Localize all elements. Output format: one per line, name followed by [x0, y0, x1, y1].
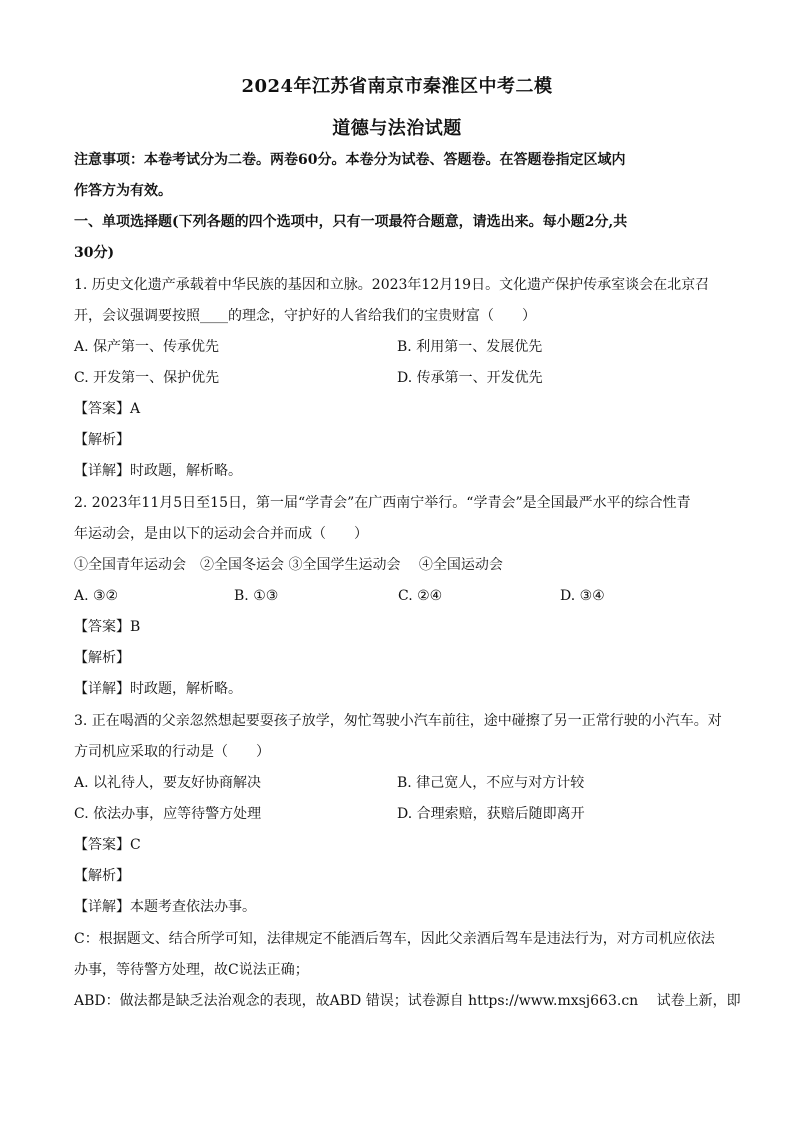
- notice-line: 注意事项：本卷考试分为二卷。两卷60分。本卷分为试卷、答题卷。在答题卷指定区域内: [74, 152, 626, 168]
- section-heading: 一、单项选择题(下列各题的四个选项中，只有一项最符合题意，请选出来。每小题2分,共: [74, 214, 628, 230]
- answer-label: 【答案】B: [74, 619, 141, 635]
- options-row: [74, 337, 724, 357]
- option-a: A. 保产第一、传承优先: [74, 339, 220, 355]
- explanation-text: ABD：做法都是缺乏法治观念的表现，故ABD 错误；试卷源自 https://www.mxsj663.cn 试卷上新，即: [74, 993, 741, 1009]
- options-row: [74, 804, 724, 824]
- option-d: D. ③④: [560, 588, 605, 604]
- option-b: B. ①③: [234, 588, 279, 604]
- question-stem: 2. 2023年11月5日至15日，第一届“学青会”在广西南宁举行。“学青会”是全国最严水平的综合性青: [74, 495, 691, 511]
- question-stem: 3. 正在喝酒的父亲忽然想起要耍孩子放学，匆忙驾驶小汽车前往，途中碰擦了另一正常行驶的小汽车。对: [74, 713, 722, 729]
- question-stem: 年运动会，是由以下的运动会合并而成（ ）: [74, 526, 368, 542]
- options-row: [74, 368, 724, 388]
- option-a: A. ③②: [74, 588, 119, 604]
- page-title: 2024年江苏省南京市秦淮区中考二模: [241, 76, 553, 97]
- analysis-label: 【解析】: [74, 868, 130, 884]
- question-items: ①全国青年运动会 ②全国冬运会 ③全国学生运动会 ④全国运动会: [74, 557, 503, 573]
- detail-text: 【详解】本题考查依法办事。: [74, 899, 256, 915]
- options-row: [74, 773, 724, 793]
- options-row: [74, 586, 724, 606]
- analysis-label: 【解析】: [74, 432, 130, 448]
- option-b: B. 利用第一、发展优先: [397, 339, 543, 355]
- answer-label: 【答案】C: [74, 837, 141, 853]
- notice-line: 作答方为有效。: [74, 183, 172, 199]
- question-stem: 开，会议强调要按照____的理念，守护好的人省给我们的宝贵财富（ ）: [74, 308, 536, 324]
- section-heading: 30分): [74, 245, 115, 261]
- detail-text: 【详解】时政题，解析略。: [74, 463, 242, 479]
- option-c: C. 开发第一、保护优先: [74, 370, 220, 386]
- option-d: D. 合理索赔，获赔后随即离开: [397, 806, 585, 822]
- answer-label: 【答案】A: [74, 401, 141, 417]
- explanation-text: 办事，等待警方处理，故C说法正确；: [74, 962, 309, 978]
- explanation-text: C：根据题文、结合所学可知，法律规定不能酒后驾车，因此父亲酒后驾车是违法行为，对方司机应依法: [74, 931, 715, 947]
- page-subtitle: 道德与法治试题: [332, 118, 462, 139]
- analysis-label: 【解析】: [74, 650, 130, 666]
- option-d: D. 传承第一、开发优先: [397, 370, 543, 386]
- option-a: A. 以礼待人，要友好协商解决: [74, 775, 262, 791]
- option-c: C. ②④: [398, 588, 443, 604]
- question-stem: 1. 历史文化遗产承载着中华民族的基因和立脉。2023年12月19日。文化遗产保护传承室谈会在北京召: [74, 277, 710, 293]
- option-b: B. 律己宽人，不应与对方计较: [397, 775, 585, 791]
- detail-text: 【详解】时政题，解析略。: [74, 681, 242, 697]
- option-c: C. 依法办事，应等待警方处理: [74, 806, 262, 822]
- question-stem: 方司机应采取的行动是（ ）: [74, 744, 270, 760]
